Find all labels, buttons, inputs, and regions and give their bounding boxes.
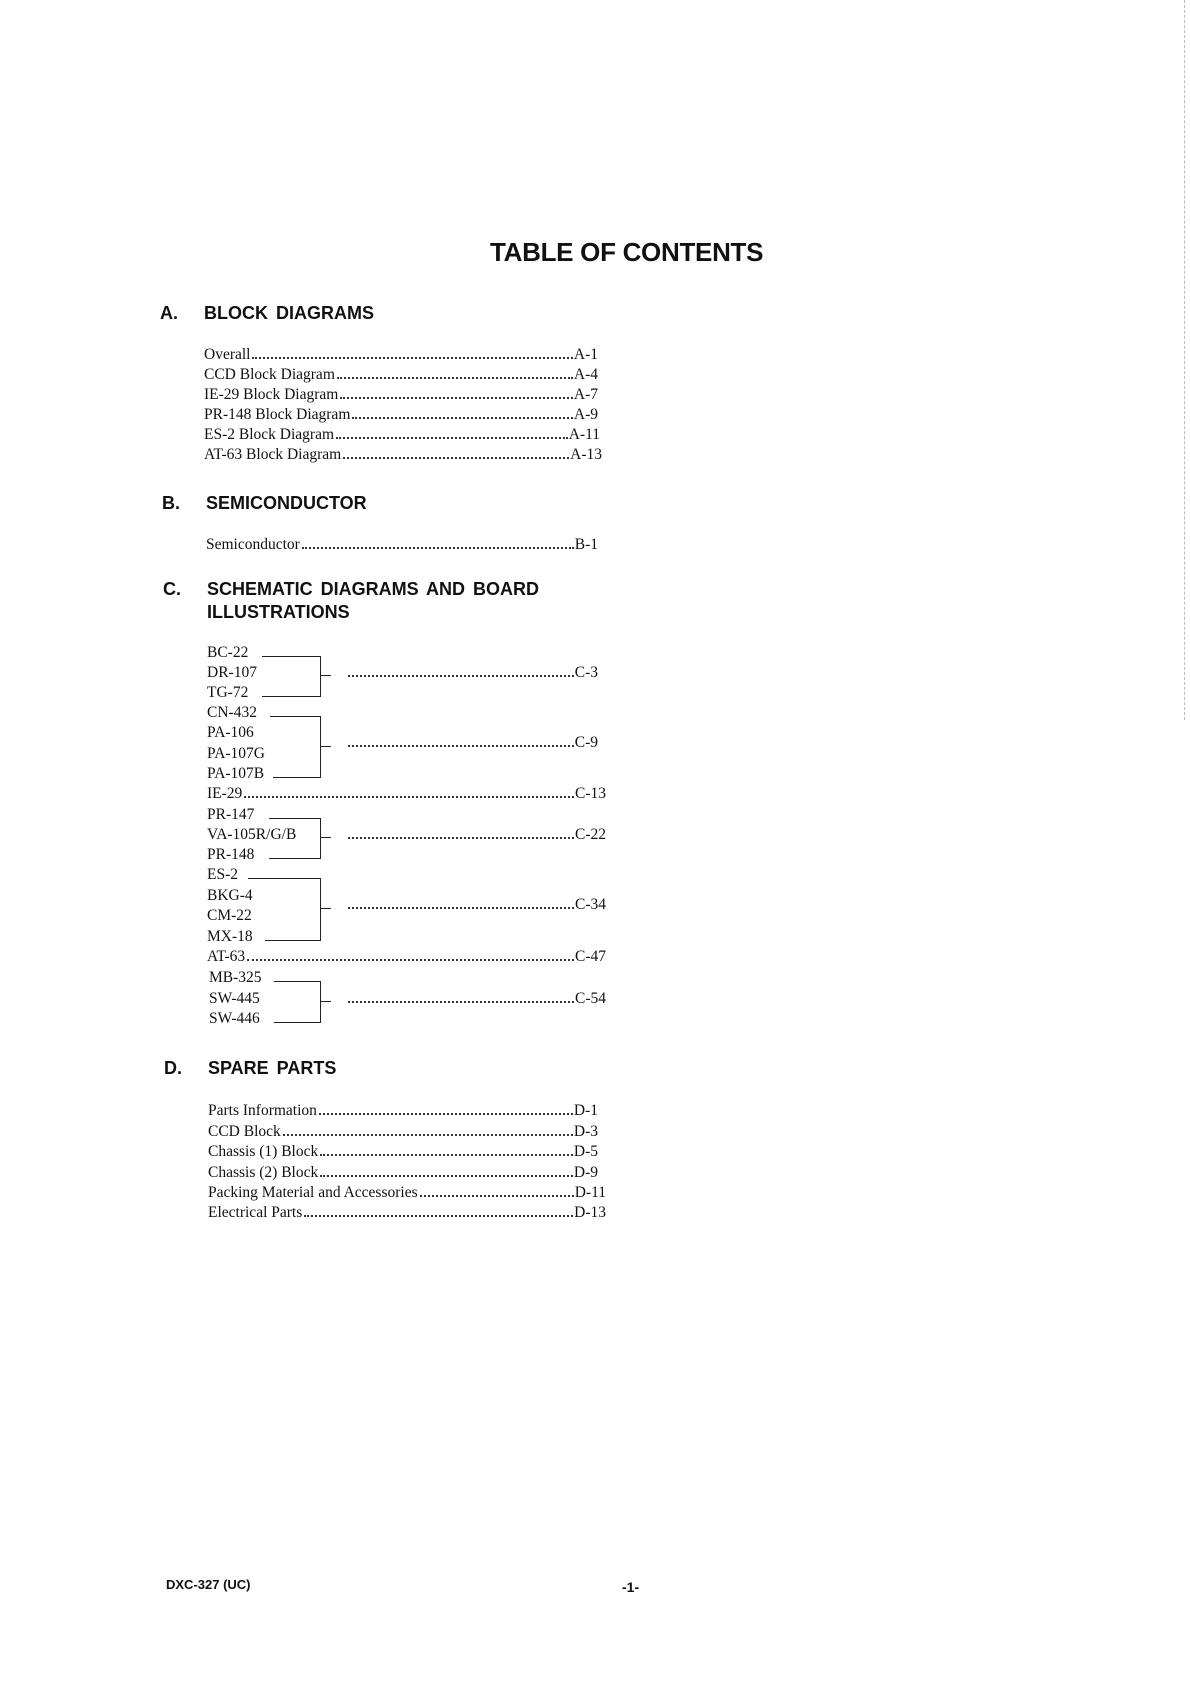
footer-model: DXC-327 (UC): [166, 1577, 251, 1592]
section-b-title: SEMICONDUCTOR: [206, 493, 367, 513]
toc-entry[interactable]: C-3: [348, 664, 598, 684]
board-label: DR-107: [207, 664, 257, 681]
board-label: BKG-4: [207, 887, 253, 904]
bracket-line: [320, 818, 321, 859]
bracket-line: [320, 981, 321, 1023]
bracket-line: [321, 675, 331, 676]
page-title: TABLE OF CONTENTS: [490, 237, 764, 267]
section-d-letter: D.: [164, 1058, 182, 1078]
toc-entry[interactable]: Chassis (1) Block D-5: [208, 1143, 598, 1160]
board-label: VA-105R/G/B: [207, 826, 297, 843]
toc-entry[interactable]: C-54: [348, 990, 606, 1010]
board-label: BC-22: [207, 644, 249, 661]
bracket-line: [321, 746, 331, 747]
toc-entry[interactable]: Packing Material and Accessories D-11: [208, 1184, 606, 1201]
toc-entry[interactable]: C-34: [348, 896, 606, 916]
bracket-line: [248, 878, 320, 879]
toc-entry[interactable]: Electrical Parts D-13: [208, 1204, 606, 1221]
board-label: SW-445: [209, 990, 260, 1007]
toc-entry[interactable]: C-22: [348, 826, 606, 846]
board-label: TG-72: [207, 684, 249, 701]
bracket-line: [269, 858, 320, 859]
section-c-title-line2: ILLUSTRATIONS: [207, 602, 350, 622]
scan-edge-line: [1184, 0, 1186, 720]
bracket-line: [320, 716, 321, 778]
board-label: PA-107B: [207, 765, 265, 782]
bracket-line: [262, 696, 320, 697]
board-label: MX-18: [207, 928, 253, 945]
bracket-line: [269, 818, 320, 819]
board-label: MB-325: [209, 969, 262, 986]
toc-entry[interactable]: AT-63 Block Diagram A-13: [204, 446, 602, 463]
board-label: PR-148: [207, 846, 255, 863]
toc-entry[interactable]: AT-63 C-47: [207, 948, 606, 965]
toc-entry[interactable]: Overall A-1: [204, 346, 598, 363]
section-a-letter: A.: [160, 303, 178, 323]
board-label: CM-22: [207, 907, 252, 924]
toc-entry[interactable]: IE-29 C-13: [207, 785, 606, 802]
section-d-title: SPARE PARTS: [208, 1058, 337, 1078]
bracket-line: [320, 878, 321, 941]
bracket-line: [320, 656, 321, 697]
bracket-line: [321, 908, 331, 909]
section-b-letter: B.: [162, 493, 180, 513]
board-label: PR-147: [207, 806, 255, 823]
bracket-line: [274, 981, 320, 982]
bracket-line: [262, 656, 320, 657]
bracket-line: [321, 837, 331, 838]
bracket-line: [321, 1001, 331, 1002]
toc-entry[interactable]: CCD Block D-3: [208, 1123, 598, 1140]
board-label: CN-432: [207, 704, 257, 721]
footer-page-number: -1-: [622, 1579, 640, 1595]
board-label: PA-107G: [207, 745, 265, 762]
section-a-title: BLOCK DIAGRAMS: [204, 303, 374, 323]
bracket-line: [273, 777, 320, 778]
toc-entry[interactable]: IE-29 Block Diagram A-7: [204, 386, 598, 403]
toc-entry[interactable]: CCD Block Diagram A-4: [204, 366, 598, 383]
toc-entry[interactable]: ES-2 Block Diagram A-11: [204, 426, 600, 443]
bracket-line: [265, 940, 320, 941]
toc-entry[interactable]: PR-148 Block Diagram A-9: [204, 406, 598, 423]
board-label: PA-106: [207, 724, 254, 741]
board-label: SW-446: [209, 1010, 260, 1027]
toc-entry[interactable]: C-9: [348, 734, 598, 754]
section-c-title-line1: SCHEMATIC DIAGRAMS AND BOARD: [207, 579, 539, 599]
section-c-letter: C.: [163, 579, 181, 599]
toc-entry[interactable]: Parts Information D-1: [208, 1102, 598, 1119]
toc-entry[interactable]: Chassis (2) Block D-9: [208, 1164, 598, 1181]
bracket-line: [270, 716, 320, 717]
board-label: ES-2: [207, 866, 238, 883]
toc-entry[interactable]: Semiconductor B-1: [206, 536, 598, 553]
bracket-line: [274, 1022, 320, 1023]
